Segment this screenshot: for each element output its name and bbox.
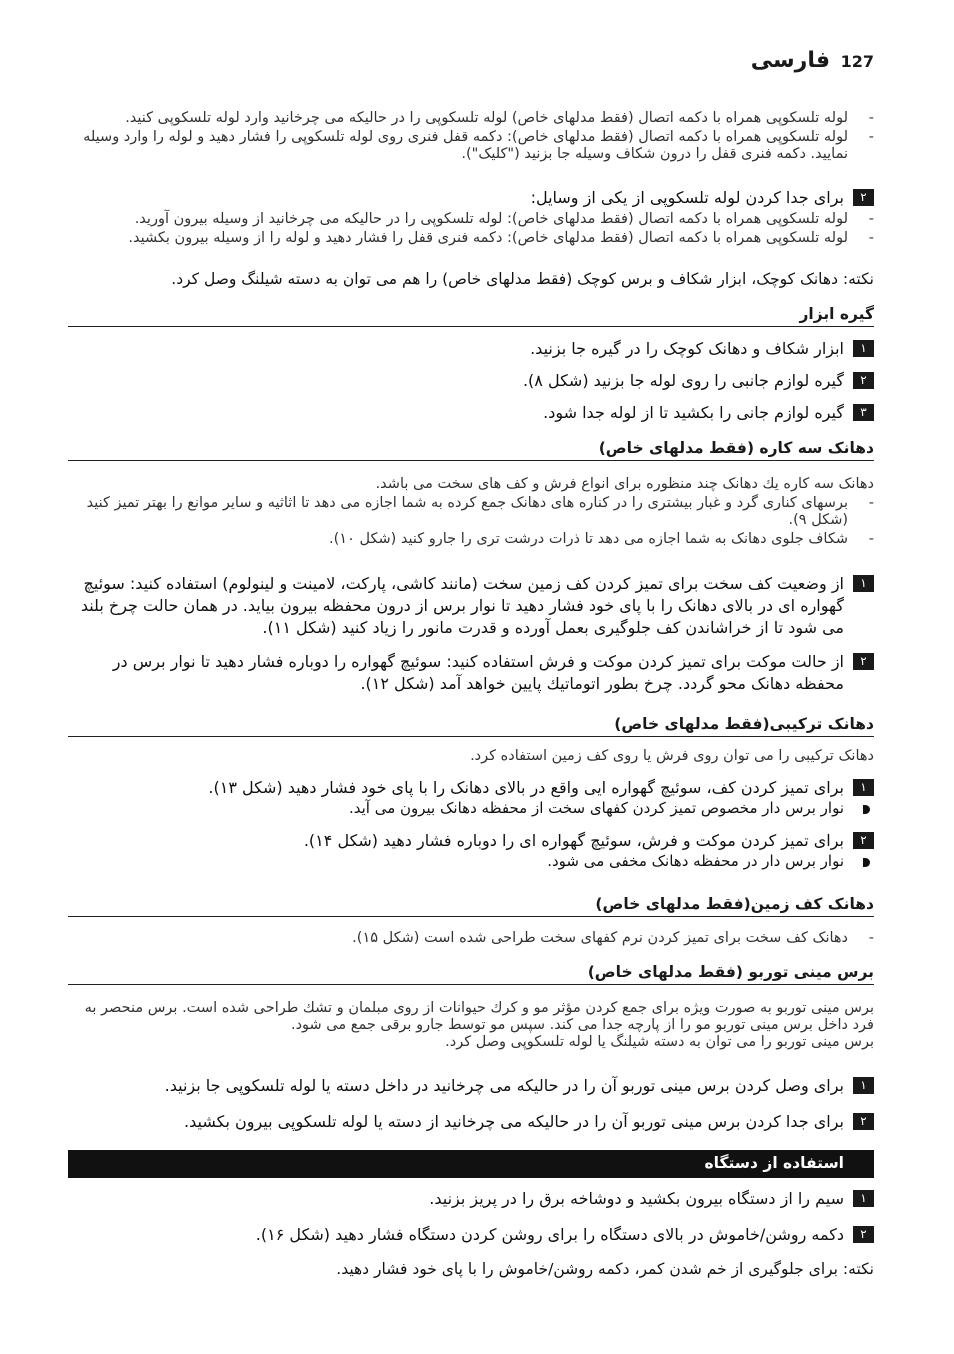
list-item: - لوله تلسکوپی همراه با دکمه اتصال (فقط مدلهای خاص): دکمه فنری قفل را فشار دهید و لوله را از وسیله بیرون بکشید. xyxy=(128,230,874,246)
list-item: - لوله تلسکوپی همراه با دکمه اتصال (فقط مدلهای خاص): لوله تلسکوپی را در حالیکه می چرخانید از وسیله بیرون آورید. xyxy=(134,211,874,227)
step-item: ۲ دکمه روشن/خاموش در بالای دستگاه را برای روشن کردن دستگاه فشار دهید (شکل ۱۶). xyxy=(70,1224,874,1246)
section-heading: دهانک سه کاره (فقط مدلهای خاص) xyxy=(68,434,874,461)
clip-steps xyxy=(70,338,874,424)
bullet-item: نوار برس دار مخصوص تمیز کردن کفهای سخت از محفظه دهانک بیرون می آید. xyxy=(70,799,874,818)
list-item: - دهانک کف سخت برای تمیز کردن نرم کفهای سخت طراحی شده است (شکل ۱۵). xyxy=(352,930,874,946)
step-item: ۲ برای جدا کردن لوله تلسکوپی از یکی از وسایل: xyxy=(70,187,874,209)
tri-steps xyxy=(70,573,874,695)
use-steps xyxy=(70,1188,874,1246)
note: نکته: برای جلوگیری از خم شدن کمر، دکمه روشن/خاموش را با پای خود فشار دهید. xyxy=(336,1260,874,1278)
step-item: ۱ برای تمیز کردن کف، سوئیچ گهواره ایی واقع در بالای دهانک را با پای خود فشار دهید (شکل ۱۳). xyxy=(70,777,874,799)
step-item: ۲ از حالت موکت برای تمیز کردن موکت و فرش استفاده کنید: سوئیچ گهواره را دوباره فشار دهید تا نوار برس در محفظه دهانک محو گردد. چرخ بطور اتوماتیك پایین خواهد آمد (شکل ۱۲). xyxy=(70,651,874,695)
section-heading: برس مینی توربو (فقط مدلهای خاص) xyxy=(68,958,874,985)
list-item: - لوله تلسکوپی همراه با دکمه اتصال (فقط مدلهای خاص): دکمه قفل فنری روی لوله تلسکوپی را فشار دهید و لوله را وارد وسیله نمایید. دکمه فنری قفل را درون شکاف وسیله جا بزنید ("کلیک"). xyxy=(83,129,874,162)
step-item: ۲ گیره لوازم جانبی را روی لوله جا بزنید (شکل ۸). xyxy=(70,370,874,392)
list-item: - برسهای کناری گرد و غبار بیشتری را در کناره های دهانک جمع کرده به شما اجازه می دهد تا اثاثیه و سایر موانع را بهتر تمیز کنید (شکل ۹). xyxy=(86,495,874,528)
chapter-heading-bar: استفاده از دستگاه xyxy=(68,1150,874,1178)
turbo-intro: برس مینی توربو به صورت ویژه برای جمع کردن مؤثر مو و کرك حیوانات از روی مبلمان و تشك طراحی شده است. برس منحصر به فرد داخل برس مینی توربو مو را از پارچه جدا می کند. سپس مو توسط جارو برقی جمع می شود. برس مینی توربو را می توان به دسته شیلنگ یا لوله تلسکوپی وصل کرد. xyxy=(84,1000,874,1050)
step-item: ۲ برای تمیز کردن موکت و فرش، سوئیچ گهواره ای را دوباره فشار دهید (شکل ۱۴). xyxy=(70,830,874,852)
note: نکته: دهانک کوچک، ابزار شکاف و برس کوچک (فقط مدلهای خاص) را هم می توان به دسته شیلنگ وصل کرد. xyxy=(171,270,874,288)
step-item: ۱ از وضعیت کف سخت برای تمیز کردن کف زمین سخت (مانند کاشی، پارکت، لامینت و لینولوم) استفاده کنید: سوئیچ گهواره ای در بالای دهانک را با پای خود فشار دهید تا نوار برس از درون محفظه بیرون بیاید. در همان حالت چرخ بلند می شود تا از خراشاندن کف جلوگیری بعمل آورده و قدرت مانور را زیاد کنید (شکل ۱۱). xyxy=(70,573,874,639)
floor-list xyxy=(70,930,874,947)
intro-list xyxy=(70,110,874,163)
tri-intro: دهانک سه کاره یك دهانک چند منظوره برای انواع فرش و کف های سخت می باشد. - برسهای کناری گرد و غبار بیشتری را در کناره های دهانک جمع کرده به شما اجازه می دهد تا اثاثیه و سایر موانع را بهتر تمیز کنید (شکل ۹). - شکاف جلوی دهانک به شما اجازه می دهد تا ذرات درشت تری را جارو کنید (شکل ۱۰). xyxy=(70,476,874,548)
section-heading: گیره ابزار xyxy=(68,300,874,327)
list-item: - لوله تلسکوپی همراه با دکمه اتصال (فقط مدلهای خاص) لوله تلسکوپی را در حالیکه می چرخانید وارد لوله تلسکوپی کنید. xyxy=(125,110,874,126)
list-item: - شکاف جلوی دهانک به شما اجازه می دهد تا ذرات درشت تری را جارو کنید (شکل ۱۰). xyxy=(329,531,874,547)
step-item: ۱ برای وصل کردن برس مینی توربو آن را در حالیکه می چرخانید در داخل دسته یا لوله تلسکوپی جا بزنید. xyxy=(70,1075,874,1097)
page-number: 127 xyxy=(840,52,874,71)
turbo-steps xyxy=(70,1075,874,1133)
combo-block: دهانک ترکیبی را می توان روی فرش یا روی کف زمین استفاده کرد. ۱ برای تمیز کردن کف، سوئیچ گهواره ایی واقع در بالای دهانک را با پای خود فشار دهید (شکل ۱۳). نوار برس دار مخصوص تمیز کردن کفهای سخت از محفظه دهانک بیرون می آید. ۲ برای تمیز کردن موکت و فرش، سوئیچ گهواره ای را دوباره فشار دهید (شکل ۱۴). نوار برس دار در محفظه دهانک مخفی می شود. xyxy=(70,748,874,871)
language-title: فارسی xyxy=(750,48,830,73)
page-header xyxy=(80,48,874,78)
bullet-item: نوار برس دار در محفظه دهانک مخفی می شود. xyxy=(70,852,874,871)
section-heading: دهانک ترکیبی(فقط مدلهای خاص) xyxy=(68,710,874,737)
step-item: ۲ برای جدا کردن برس مینی توربو آن را در حالیکه می چرخانید از دسته یا لوله تلسکوپی بیرون بکشید. xyxy=(70,1111,874,1133)
detach-block xyxy=(70,187,874,247)
step-item: ۱ ابزار شکاف و دهانک کوچک را در گیره جا بزنید. xyxy=(70,338,874,360)
section-heading: دهانک کف زمین(فقط مدلهای خاص) xyxy=(68,890,874,917)
step-item: ۳ گیره لوازم جانی را بکشید تا از لوله جدا شود. xyxy=(70,402,874,424)
step-item: ۱ سیم را از دستگاه بیرون بکشید و دوشاخه برق را در پریز بزنید. xyxy=(70,1188,874,1210)
